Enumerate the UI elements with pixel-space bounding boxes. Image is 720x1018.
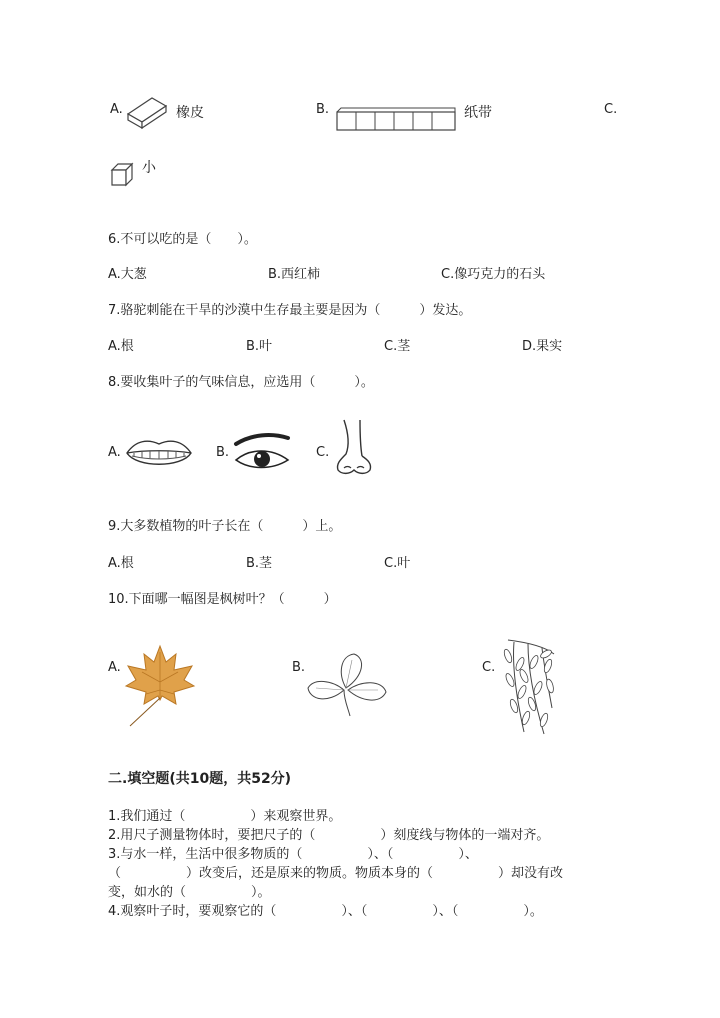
ginkgo-leaf-image xyxy=(304,650,390,718)
nose-image xyxy=(330,418,378,478)
fill-q3-line1: 3.与水一样，生活中很多物质的（ ）、（ ）、 xyxy=(108,847,478,862)
q10-option-b: B. xyxy=(292,660,306,675)
q10-stem: 10.下面哪一幅图是枫树叶？（ ） xyxy=(108,592,337,607)
q8-option-b: B. xyxy=(216,445,230,460)
q10-option-c: C. xyxy=(482,660,496,675)
q5-option-b-label: B. xyxy=(316,102,330,117)
q8-option-c: C. xyxy=(316,445,330,460)
q9-option-a: A.根 xyxy=(108,556,134,571)
q9-option-b: B.茎 xyxy=(246,556,273,571)
q7-option-a: A.根 xyxy=(108,339,134,354)
q5-option-a-text: 橡皮 xyxy=(176,105,204,121)
small-cube-image xyxy=(108,160,136,188)
eraser-image xyxy=(124,92,168,130)
q5-option-b-text: 纸带 xyxy=(464,105,492,121)
fill-q3-line3: 变，如水的（ ）。 xyxy=(108,885,271,900)
eye-image xyxy=(232,432,292,474)
q7-option-d: D.果实 xyxy=(522,339,563,354)
fill-q1: 1.我们通过（ ）来观察世界。 xyxy=(108,809,342,824)
willow-branch-image xyxy=(494,636,558,740)
q6-option-c: C.像巧克力的石头 xyxy=(441,267,546,282)
q7-option-b: B.叶 xyxy=(246,339,273,354)
fill-q4: 4.观察叶子时，要观察它的（ ）、（ ）、（ ）。 xyxy=(108,904,543,919)
fill-q2: 2.用尺子测量物体时，要把尺子的（ ）刻度线与物体的一端对齐。 xyxy=(108,828,550,843)
q8-stem: 8.要收集叶子的气味信息，应选用（ ）。 xyxy=(108,375,374,390)
q8-option-a: A. xyxy=(108,445,121,460)
paper-strip-image xyxy=(334,104,458,132)
q10-option-a: A. xyxy=(108,660,121,675)
q6-option-b: B.西红柿 xyxy=(268,267,321,282)
q7-stem: 7.骆驼刺能在干旱的沙漠中生存最主要是因为（ ）发达。 xyxy=(108,303,472,318)
q9-option-c: C.叶 xyxy=(384,556,411,571)
q5-option-a-label: A. xyxy=(110,102,123,117)
fill-q3-line2: （ ）改变后，还是原来的物质。物质本身的（ ）却没有改 xyxy=(108,866,564,881)
maple-leaf-image xyxy=(122,642,198,728)
section-2-title: 二.填空题(共10题，共52分) xyxy=(108,771,292,787)
q9-stem: 9.大多数植物的叶子长在（ ）上。 xyxy=(108,519,342,534)
q7-option-c: C.茎 xyxy=(384,339,411,354)
q5-option-c-text: 小 xyxy=(142,160,156,176)
q5-option-c-label: C. xyxy=(604,102,618,117)
q6-option-a: A.大葱 xyxy=(108,267,147,282)
mouth-image xyxy=(124,436,194,472)
q6-stem: 6.不可以吃的是（ ）。 xyxy=(108,232,257,247)
